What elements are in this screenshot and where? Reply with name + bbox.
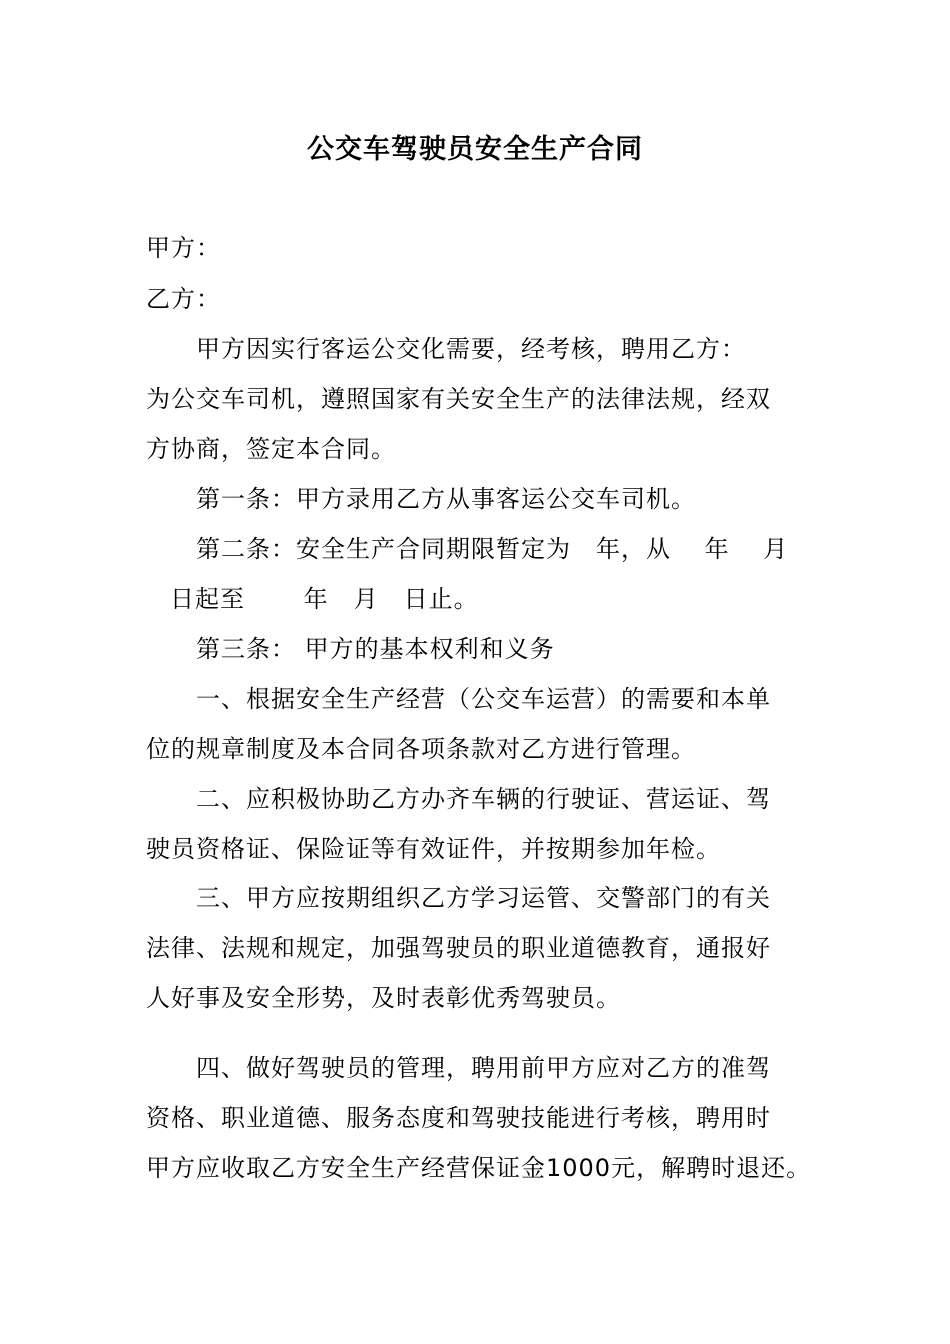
- article-three-heading: 第三条： 甲方的基本权利和义务: [196, 635, 555, 663]
- clause-line: 二、应积极协助乙方办齐车辆的行驶证、营运证、驾: [196, 785, 771, 813]
- clause-line: 三、甲方应按期组织乙方学习运管、交警部门的有关: [196, 884, 771, 912]
- clause-line: 资格、职业道德、服务态度和驾驶技能进行考核，聘用时: [146, 1104, 771, 1132]
- party-b-line: 乙方：: [146, 285, 221, 313]
- party-a-line: 甲方：: [146, 234, 221, 262]
- paragraph-line: 为公交车司机，遵照国家有关安全生产的法律法规，经双: [146, 385, 771, 413]
- clause-line: 法律、法规和规定，加强驾驶员的职业道德教育，通报好: [146, 934, 771, 962]
- document-title: 公交车驾驶员安全生产合同: [307, 134, 643, 165]
- clause-line: 驶员资格证、保险证等有效证件，并按期参加年检。: [146, 835, 721, 863]
- clause-line: 四、做好驾驶员的管理，聘用前甲方应对乙方的准驾: [196, 1054, 771, 1082]
- article-two-line: 第二条：安全生产合同期限暂定为 年，从 年 月: [196, 535, 789, 563]
- article-one-line: 第一条：甲方录用乙方从事客运公交车司机。: [196, 485, 696, 513]
- article-two-line: 日起至 年 月 日止。: [170, 585, 479, 613]
- clause-line: 人好事及安全形势，及时表彰优秀驾驶员。: [146, 984, 621, 1012]
- clause-line: 甲方应收取乙方安全生产经营保证金1000元，解聘时退还。: [146, 1154, 812, 1182]
- paragraph-line: 方协商，签定本合同。: [146, 435, 396, 463]
- paragraph-line: 甲方因实行客运公交化需要，经考核，聘用乙方：: [196, 335, 746, 363]
- clause-line: 一、根据安全生产经营（公交车运营）的需要和本单: [196, 685, 771, 713]
- clause-line: 位的规章制度及本合同各项条款对乙方进行管理。: [146, 735, 696, 763]
